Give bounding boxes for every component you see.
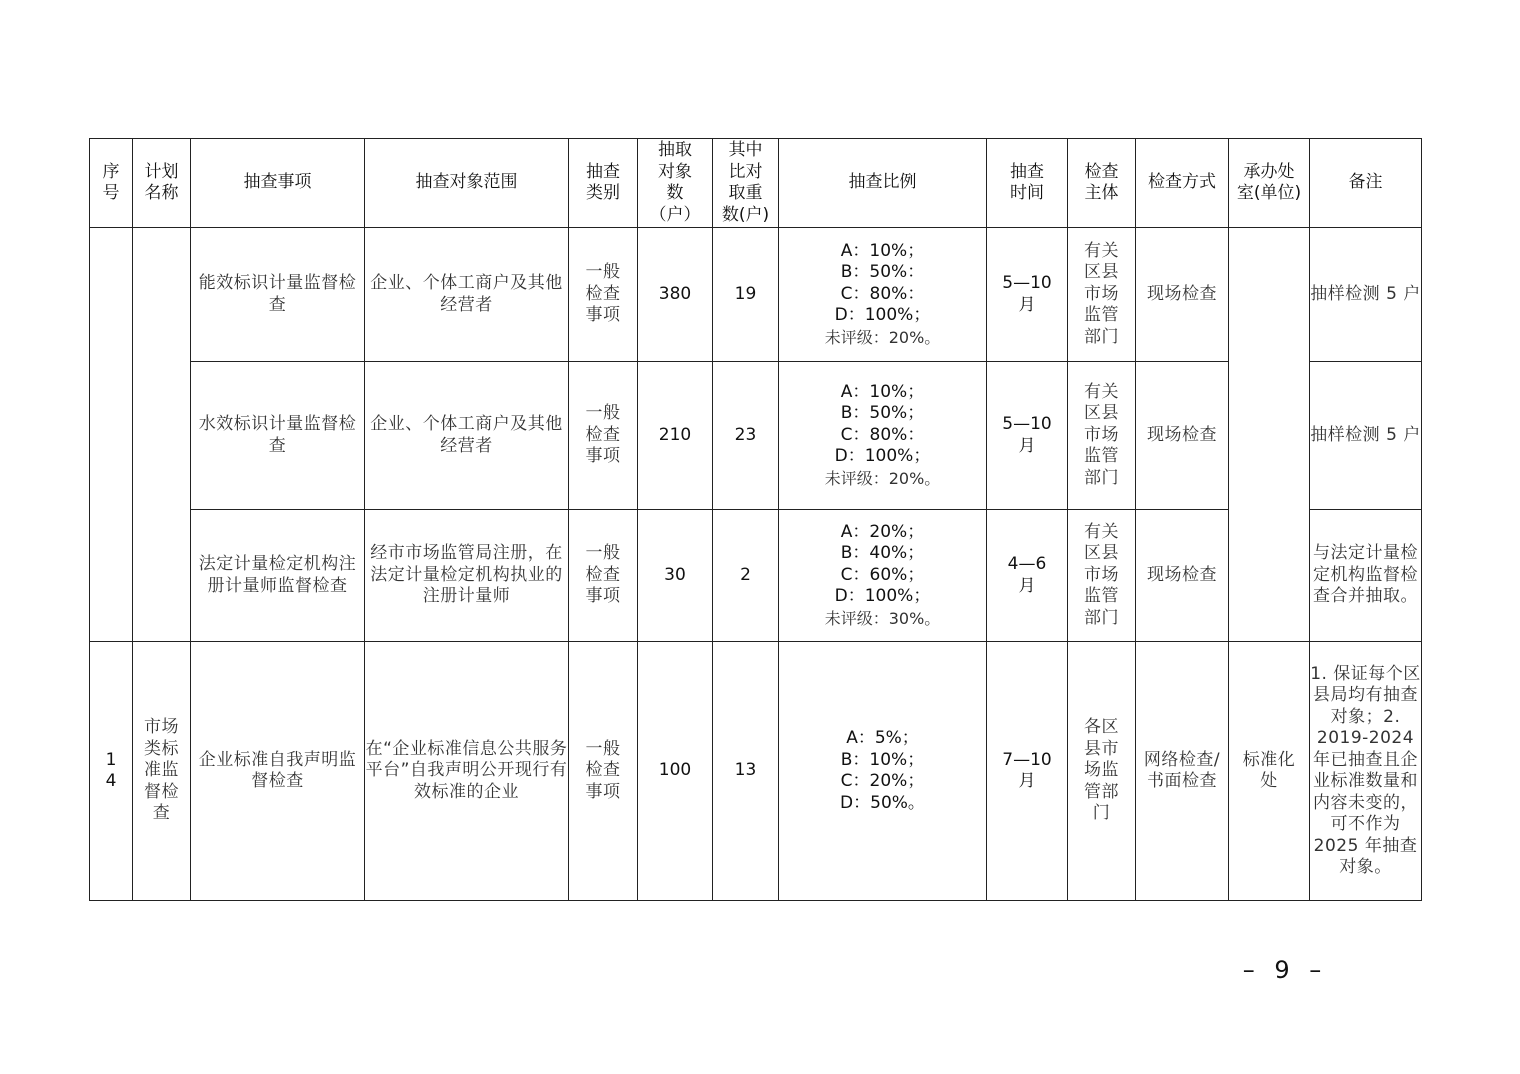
cell-note: 与法定计量检定机构监督检查合并抽取。 bbox=[1310, 510, 1422, 642]
table-row bbox=[90, 228, 1422, 362]
cell-plan-name: 市场 类标 准监 督检 查 bbox=[133, 642, 191, 901]
cell-method: 网络检查/书面检查 bbox=[1136, 642, 1229, 901]
cell-sample-count: 380 bbox=[638, 228, 713, 362]
cell-overlap: 23 bbox=[713, 362, 779, 510]
header-note: 备注 bbox=[1310, 139, 1422, 228]
header-time: 抽查 时间 bbox=[987, 139, 1068, 228]
header-ratio: 抽查比例 bbox=[779, 139, 987, 228]
cell-category: 一般 检查 事项 bbox=[569, 642, 638, 901]
cell-dept: 标准化 处 bbox=[1229, 642, 1310, 901]
cell-item: 水效标识计量监督检查 bbox=[191, 362, 365, 510]
cell-item: 法定计量检定机构注册计量师监督检查 bbox=[191, 510, 365, 642]
table-header-row bbox=[90, 139, 1422, 228]
cell-time: 5—10 月 bbox=[987, 228, 1068, 362]
table-row bbox=[90, 642, 1422, 901]
cell-seq: 1 4 bbox=[90, 642, 133, 901]
cell-category: 一般 检查 事项 bbox=[569, 362, 638, 510]
cell-overlap: 19 bbox=[713, 228, 779, 362]
cell-seq-empty bbox=[90, 228, 133, 642]
page-number: – 9 – bbox=[1242, 956, 1328, 984]
header-subject: 检查 主体 bbox=[1068, 139, 1136, 228]
cell-scope: 在“企业标准信息公共服务平台”自我声明公开现行有效标准的企业 bbox=[365, 642, 569, 901]
cell-category: 一般 检查 事项 bbox=[569, 510, 638, 642]
cell-subject: 有关 区县 市场 监管 部门 bbox=[1068, 228, 1136, 362]
cell-plan-name-empty bbox=[133, 228, 191, 642]
header-dept: 承办处 室(单位) bbox=[1229, 139, 1310, 228]
cell-subject: 有关 区县 市场 监管 部门 bbox=[1068, 362, 1136, 510]
cell-ratio: A：10%； B：50%； C：80%： D：100%； 未评级：20%。 bbox=[779, 362, 987, 510]
cell-sample-count: 210 bbox=[638, 362, 713, 510]
header-category: 抽查 类别 bbox=[569, 139, 638, 228]
cell-item: 企业标准自我声明监督检查 bbox=[191, 642, 365, 901]
cell-item: 能效标识计量监督检查 bbox=[191, 228, 365, 362]
cell-subject: 各区 县市 场监 管部 门 bbox=[1068, 642, 1136, 901]
cell-method: 现场检查 bbox=[1136, 510, 1229, 642]
cell-time: 4—6 月 bbox=[987, 510, 1068, 642]
table-row bbox=[90, 510, 1422, 642]
cell-scope: 企业、个体工商户及其他经营者 bbox=[365, 228, 569, 362]
cell-note: 抽样检测 5 户 bbox=[1310, 228, 1422, 362]
cell-subject: 有关 区县 市场 监管 部门 bbox=[1068, 510, 1136, 642]
cell-dept-empty bbox=[1229, 228, 1310, 642]
cell-overlap: 13 bbox=[713, 642, 779, 901]
header-scope: 抽查对象范围 bbox=[365, 139, 569, 228]
cell-overlap: 2 bbox=[713, 510, 779, 642]
cell-note: 抽样检测 5 户 bbox=[1310, 362, 1422, 510]
cell-scope: 企业、个体工商户及其他经营者 bbox=[365, 362, 569, 510]
cell-note: 1. 保证每个区县局均有抽查对象；2. 2019-2024 年已抽查且企业标准数量和内容未变的，可不作为 2025 年抽查对象。 bbox=[1310, 642, 1422, 901]
cell-sample-count: 100 bbox=[638, 642, 713, 901]
table-row bbox=[90, 362, 1422, 510]
cell-scope: 经市市场监管局注册，在法定计量检定机构执业的注册计量师 bbox=[365, 510, 569, 642]
cell-ratio: A：5%； B：10%； C：20%； D：50%。 bbox=[779, 642, 987, 901]
cell-time: 5—10 月 bbox=[987, 362, 1068, 510]
cell-method: 现场检查 bbox=[1136, 228, 1229, 362]
header-sample-count: 抽取 对象 数 （户） bbox=[638, 139, 713, 228]
header-method: 检查方式 bbox=[1136, 139, 1229, 228]
cell-ratio: A：10%； B：50%： C：80%： D：100%； 未评级：20%。 bbox=[779, 228, 987, 362]
header-overlap: 其中 比对 取重 数(户) bbox=[713, 139, 779, 228]
cell-time: 7—10 月 bbox=[987, 642, 1068, 901]
cell-method: 现场检查 bbox=[1136, 362, 1229, 510]
header-seq: 序 号 bbox=[90, 139, 133, 228]
header-item: 抽查事项 bbox=[191, 139, 365, 228]
inspection-plan-table bbox=[89, 138, 1422, 901]
cell-ratio: A：20%； B：40%； C：60%； D：100%； 未评级：30%。 bbox=[779, 510, 987, 642]
header-plan-name: 计划 名称 bbox=[133, 139, 191, 228]
cell-sample-count: 30 bbox=[638, 510, 713, 642]
cell-category: 一般 检查 事项 bbox=[569, 228, 638, 362]
